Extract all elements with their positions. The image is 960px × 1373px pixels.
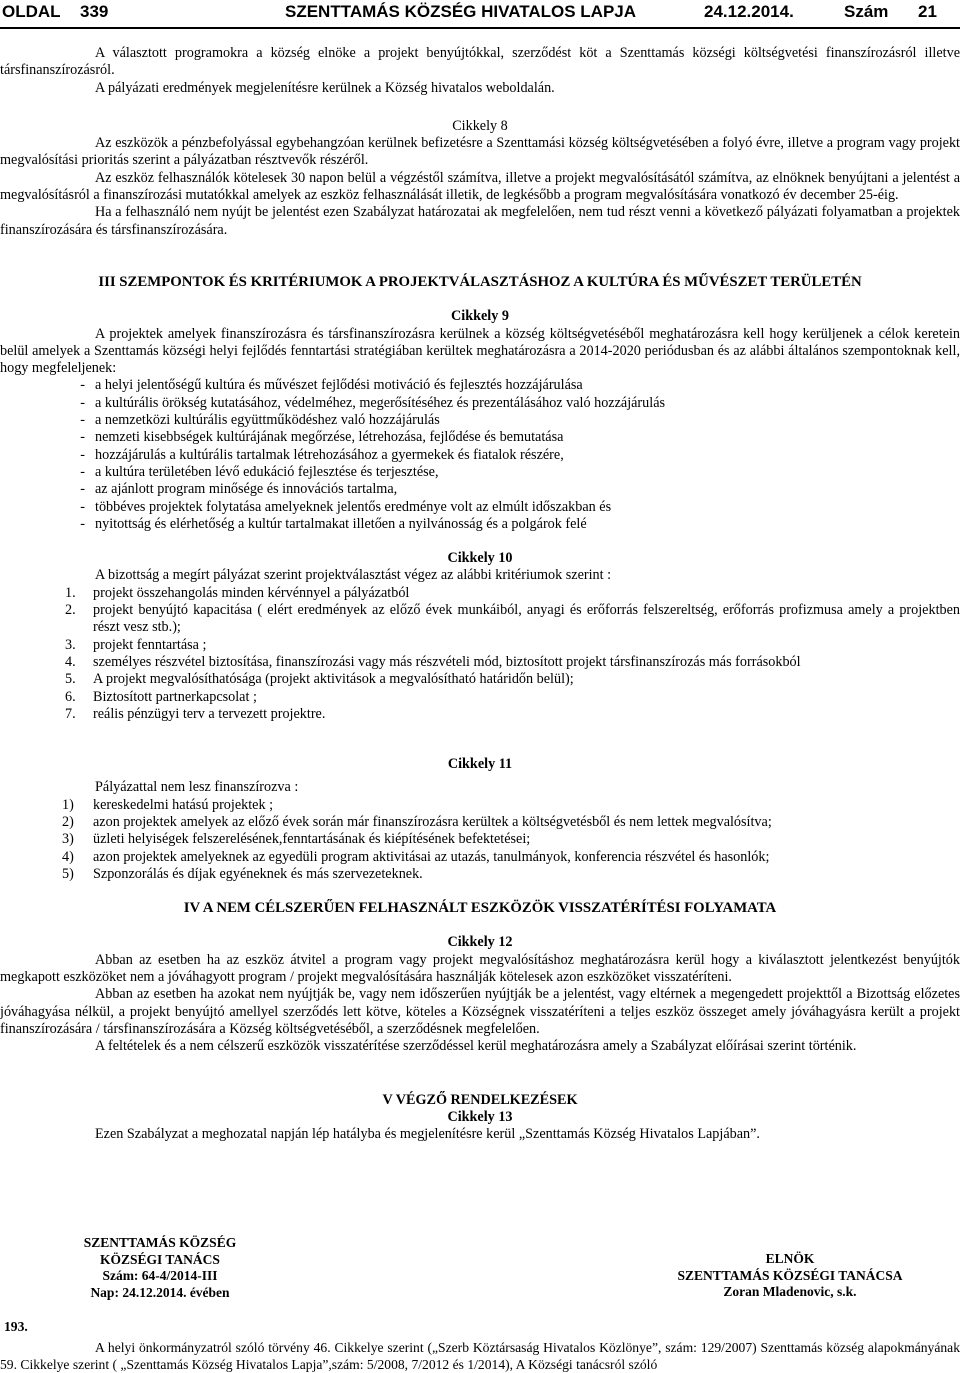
decree-number: 193. <box>4 1319 28 1334</box>
list-item-text: személyes részvétel biztosítása, finanszírozási vagy más részvételi mód, biztosított projekt társfinanszírozás más forrásokból <box>93 653 801 670</box>
list-item <box>0 866 960 883</box>
list-item-text: a kultúra területében lévő edukáció fejlesztése és terjesztése, <box>95 463 439 480</box>
article-paragraph: A bizottság a megírt pályázat szerint projektválasztást végez az alábbi kritériumok szerint : <box>95 567 612 584</box>
article-title: Cikkely 9 <box>451 308 509 325</box>
list-item-number: 5) <box>62 865 74 882</box>
article-paragraph: A projektek amelyek finanszírozásra és társfinanszírozásra kerülnek a község költségvetéséből meghatározásra kell hogy kerüljenek a célok keretein belül amelyek a Szenttamás községi helyi fejlődés fenntartási stratégiában kerültek meghatározásra a 2014-2020 periódusban és az alábbi általános szempontoknak kell, hogy megfeleljenek: <box>0 325 960 377</box>
list-item <box>0 654 960 671</box>
header-date: 24.12.2014. <box>704 2 794 21</box>
signature-line: KÖZSÉGI TANÁCS <box>100 1251 220 1267</box>
section-title: V VÉGZŐ RENDELKEZÉSEK <box>382 1091 578 1108</box>
list-item <box>0 602 960 637</box>
exclusion-list <box>0 797 960 883</box>
dash-bullet: - <box>80 429 85 446</box>
signature-line: SZENTTAMÁS KÖZSÉG <box>83 1235 237 1250</box>
list-item-text: az ajánlott program minősége és innovációs tartalma, <box>95 481 398 498</box>
list-item <box>0 585 960 602</box>
list-item <box>0 464 960 481</box>
list-item <box>0 797 960 814</box>
list-item-text: nyitottság és elérhetőség a kultúr tartalmakat illetően a nyilvánosság és a polgárok felé <box>95 515 587 532</box>
list-item <box>0 706 960 723</box>
dash-bullet: - <box>80 412 85 429</box>
article-paragraph: Abban az esetben ha azokat nem nyújtják be, vagy nem időszerűen nyújtják be a jelentést, vagy eltérnek a megengedett projekttől a Bizottság előzetes jóváhagyása nélkül, a projekt benyújtó amellyel szerződés lett kötve, köteles a Községnek visszatéríteni a teljes eszköz összeget amely jóváhagyásra került a projekt finanszírozására / társfinanszírozására a Község költségvetéséből, a szerződésnek megfelelően. <box>0 986 960 1037</box>
dash-bullet: - <box>80 498 85 515</box>
header-issue-number: 21 <box>918 2 937 21</box>
list-item-text: reális pénzügyi terv a tervezett projektre. <box>93 705 326 722</box>
list-item <box>0 814 960 831</box>
article-title: Cikkely 8 <box>452 117 508 134</box>
signature-line: SZENTTAMÁS KÖZSÉGI TANÁCSA <box>677 1267 903 1283</box>
list-item <box>0 429 960 446</box>
footer-paragraph: A helyi önkormányzatról szóló törvény 46. Cikkelye szerint („Szerb Köztársaság Hivatalos Közlönye”, szám: 129/2007) Szenttamás község alapokmányának 59. Cikkelye szerint ( „Szenttamás Község Hivatalos Lapja”,szám: 5/2008, 7/2012 és 1/2014), A Községi tanácsról szóló <box>0 1340 960 1372</box>
article-paragraph: Az eszköz felhasználók kötelesek 30 napon belül a végzéstől számítva, illetve a projekt megvalósításától számítva, az elnöknek benyújtani a jelentést a megvalósításról a finanszírozási mutatókkal amelyek az eszköz felhasználását illetik, de legkésőbb a program megvalósítására vonatkozó év december 25-éig. <box>0 169 960 204</box>
list-item-text: a helyi jelentőségű kultúra és művészet fejlődési motiváció és fejlesztés hozzájárulása <box>95 377 583 394</box>
list-item-number: 3. <box>65 636 76 653</box>
list-item-number: 3) <box>62 831 74 848</box>
list-item-text: többéves projektek folytatása amelyeknek jelentős eredménye volt az elmúlt időszakban és <box>95 498 612 515</box>
dash-bullet: - <box>80 515 85 532</box>
page-body <box>0 45 960 1143</box>
list-item <box>0 412 960 429</box>
list-item-text: projekt összehangolás minden kérvénnyel a pályázatból <box>93 584 410 601</box>
list-item <box>0 481 960 498</box>
criteria-list <box>0 377 960 533</box>
article-title: Cikkely 12 <box>447 934 513 951</box>
header-oldal: OLDAL <box>2 2 61 21</box>
article-paragraph: A feltételek és a nem célszerű eszközök visszatérítése szerződéssel kerül meghatározásra amely a Szabályzat előírásai szerint történik. <box>95 1038 857 1055</box>
list-item-text: a nemzetközi kultúrális együttműködéshez való hozzájárulás <box>95 412 440 429</box>
signature-block-right <box>640 1251 940 1301</box>
list-item-text: azon projektek amelyek az előző évek során már finanszírozásra kerültek a költségvetésből és nem lettek megvalósítva; <box>93 813 772 830</box>
dash-bullet: - <box>80 377 85 394</box>
dash-bullet: - <box>80 446 85 463</box>
dash-bullet: - <box>80 394 85 411</box>
article-title: Cikkely 10 <box>447 550 513 567</box>
section-title: III SZEMPONTOK ÉS KRITÉRIUMOK A PROJEKTVÁLASZTÁSHOZ A KULTÚRA ÉS MŰVÉSZET TERÜLETÉN <box>98 273 862 290</box>
list-item <box>0 831 960 848</box>
signature-line: Szám: 64-4/2014-III <box>102 1268 218 1283</box>
header-page-number: 339 <box>80 2 109 21</box>
list-item <box>0 516 960 533</box>
article-title: Cikkely 11 <box>447 756 513 773</box>
list-item-text: a kultúrális örökség kutatásához, védelméhez, megerősítéséhez és prezentálásához való hozzájárulás <box>95 394 666 411</box>
signature-block-left <box>60 1235 260 1301</box>
list-item-number: 1. <box>65 584 76 601</box>
section-title: IV A NEM CÉLSZERŰEN FELHASZNÁLT ESZKÖZÖK VISSZATÉRÍTÉSI FOLYAMATA <box>183 900 777 917</box>
list-item-number: 1) <box>62 796 74 813</box>
article-paragraph: Ha a felhasználó nem nyújt be jelentést ezen Szabályzat határozatai ak megfelelően, nem tud részt venni a következő pályázati folyamatban a projektek finanszírozására és társfinanszírozására. <box>0 204 960 238</box>
list-item <box>0 447 960 464</box>
article-paragraph: Ezen Szabályzat a meghozatal napján lép hatályba és megjelenítésre kerül „Szenttamás Község Hivatalos Lapjában”. <box>95 1126 760 1143</box>
list-item-number: 4) <box>62 848 74 865</box>
signature-line: ELNÖK <box>765 1251 815 1266</box>
criteria-numbered-list <box>0 585 960 723</box>
signature-line: Zoran Mladenovic, s.k. <box>723 1284 857 1299</box>
header-title: SZENTTAMÁS KÖZSÉG HIVATALOS LAPJA <box>285 2 637 21</box>
list-item-number: 2. <box>65 602 76 619</box>
list-item-text: Biztosított partnerkapcsolat ; <box>93 688 257 705</box>
list-item-text: projekt benyújtó kapacitása ( elért eredmények az előző évek munkáiból, anyagi és erőforrás felszereltség, erőforrás profizmusa amely a projektben részt vesz stb.); <box>93 602 960 636</box>
list-item <box>0 395 960 412</box>
article-title: Cikkely 13 <box>447 1108 513 1125</box>
list-item <box>0 689 960 706</box>
list-item-number: 6. <box>65 688 76 705</box>
list-item-text: A projekt megvalósíthatósága (projekt aktivitások a megvalósítható határidőn belül); <box>93 671 574 688</box>
list-item <box>0 499 960 516</box>
list-item-text: projekt fenntartása ; <box>93 636 207 653</box>
dash-bullet: - <box>80 481 85 498</box>
header-divider <box>0 27 960 29</box>
list-item-text: hozzájárulás a kultúrális tartalmak létrehozásához a gyermekek és fiatalok részére, <box>95 446 564 463</box>
list-item-text: üzleti helyiségek felszerelésének,fenntartásának és kiépítésének befektetései; <box>93 831 531 848</box>
list-item <box>0 671 960 688</box>
list-item-number: 7. <box>65 705 76 722</box>
signature-line: Nap: 24.12.2014. évében <box>90 1284 230 1300</box>
list-item-text: kereskedelmi hatású projektek ; <box>93 796 274 813</box>
list-item-number: 5. <box>65 671 76 688</box>
page-header <box>0 0 960 28</box>
intro-paragraph: A pályázati eredmények megjelenítésre kerülnek a Község hivatalos weboldalán. <box>95 79 555 96</box>
list-item-text: nemzeti kisebbségek kultúrájának megőrzése, létrehozása, fejlődése és bemutatása <box>95 429 564 446</box>
article-paragraph: Pályázattal nem lesz finanszírozva : <box>95 779 299 796</box>
list-item-text: azon projektek amelyeknek az egyedüli program aktivitásai az utazás, tanulmányok, konferencia részvétel és hasonlók; <box>93 848 770 865</box>
list-item <box>0 377 960 394</box>
article-paragraph: Abban az esetben ha az eszköz átvitel a program vagy projekt megvalósításhoz meghatározásra kerül hogy a kiválasztott jelentkezést benyújtók megkapott eszközöket nem a jóváhagyott program / projekt megvalósítására használják kötelesek azon eszközöket visszatéríteni. <box>0 951 960 986</box>
header-issue-label: Szám <box>844 2 889 21</box>
list-item-number: 2) <box>62 813 74 830</box>
list-item <box>0 849 960 866</box>
list-item-text: Szponzorálás és díjak egyéneknek és más szervezeteknek. <box>93 865 423 882</box>
dash-bullet: - <box>80 463 85 480</box>
intro-paragraph: A választott programokra a község elnöke a projekt benyújtókkal, szerződést köt a Szenttamás községi költségvetési finanszírozásról illetve társfinanszírozásról. <box>0 45 960 79</box>
article-paragraph: Az eszközök a pénzbefolyással egybehangzóan kerülnek befizetésre a Szenttamási község költségvetésében a folyó évre, illetve a program vagy projekt megvalósítási prioritás szerint a pályázatban résztvevők részéről. <box>0 135 960 169</box>
list-item-number: 4. <box>65 653 76 670</box>
list-item <box>0 637 960 654</box>
